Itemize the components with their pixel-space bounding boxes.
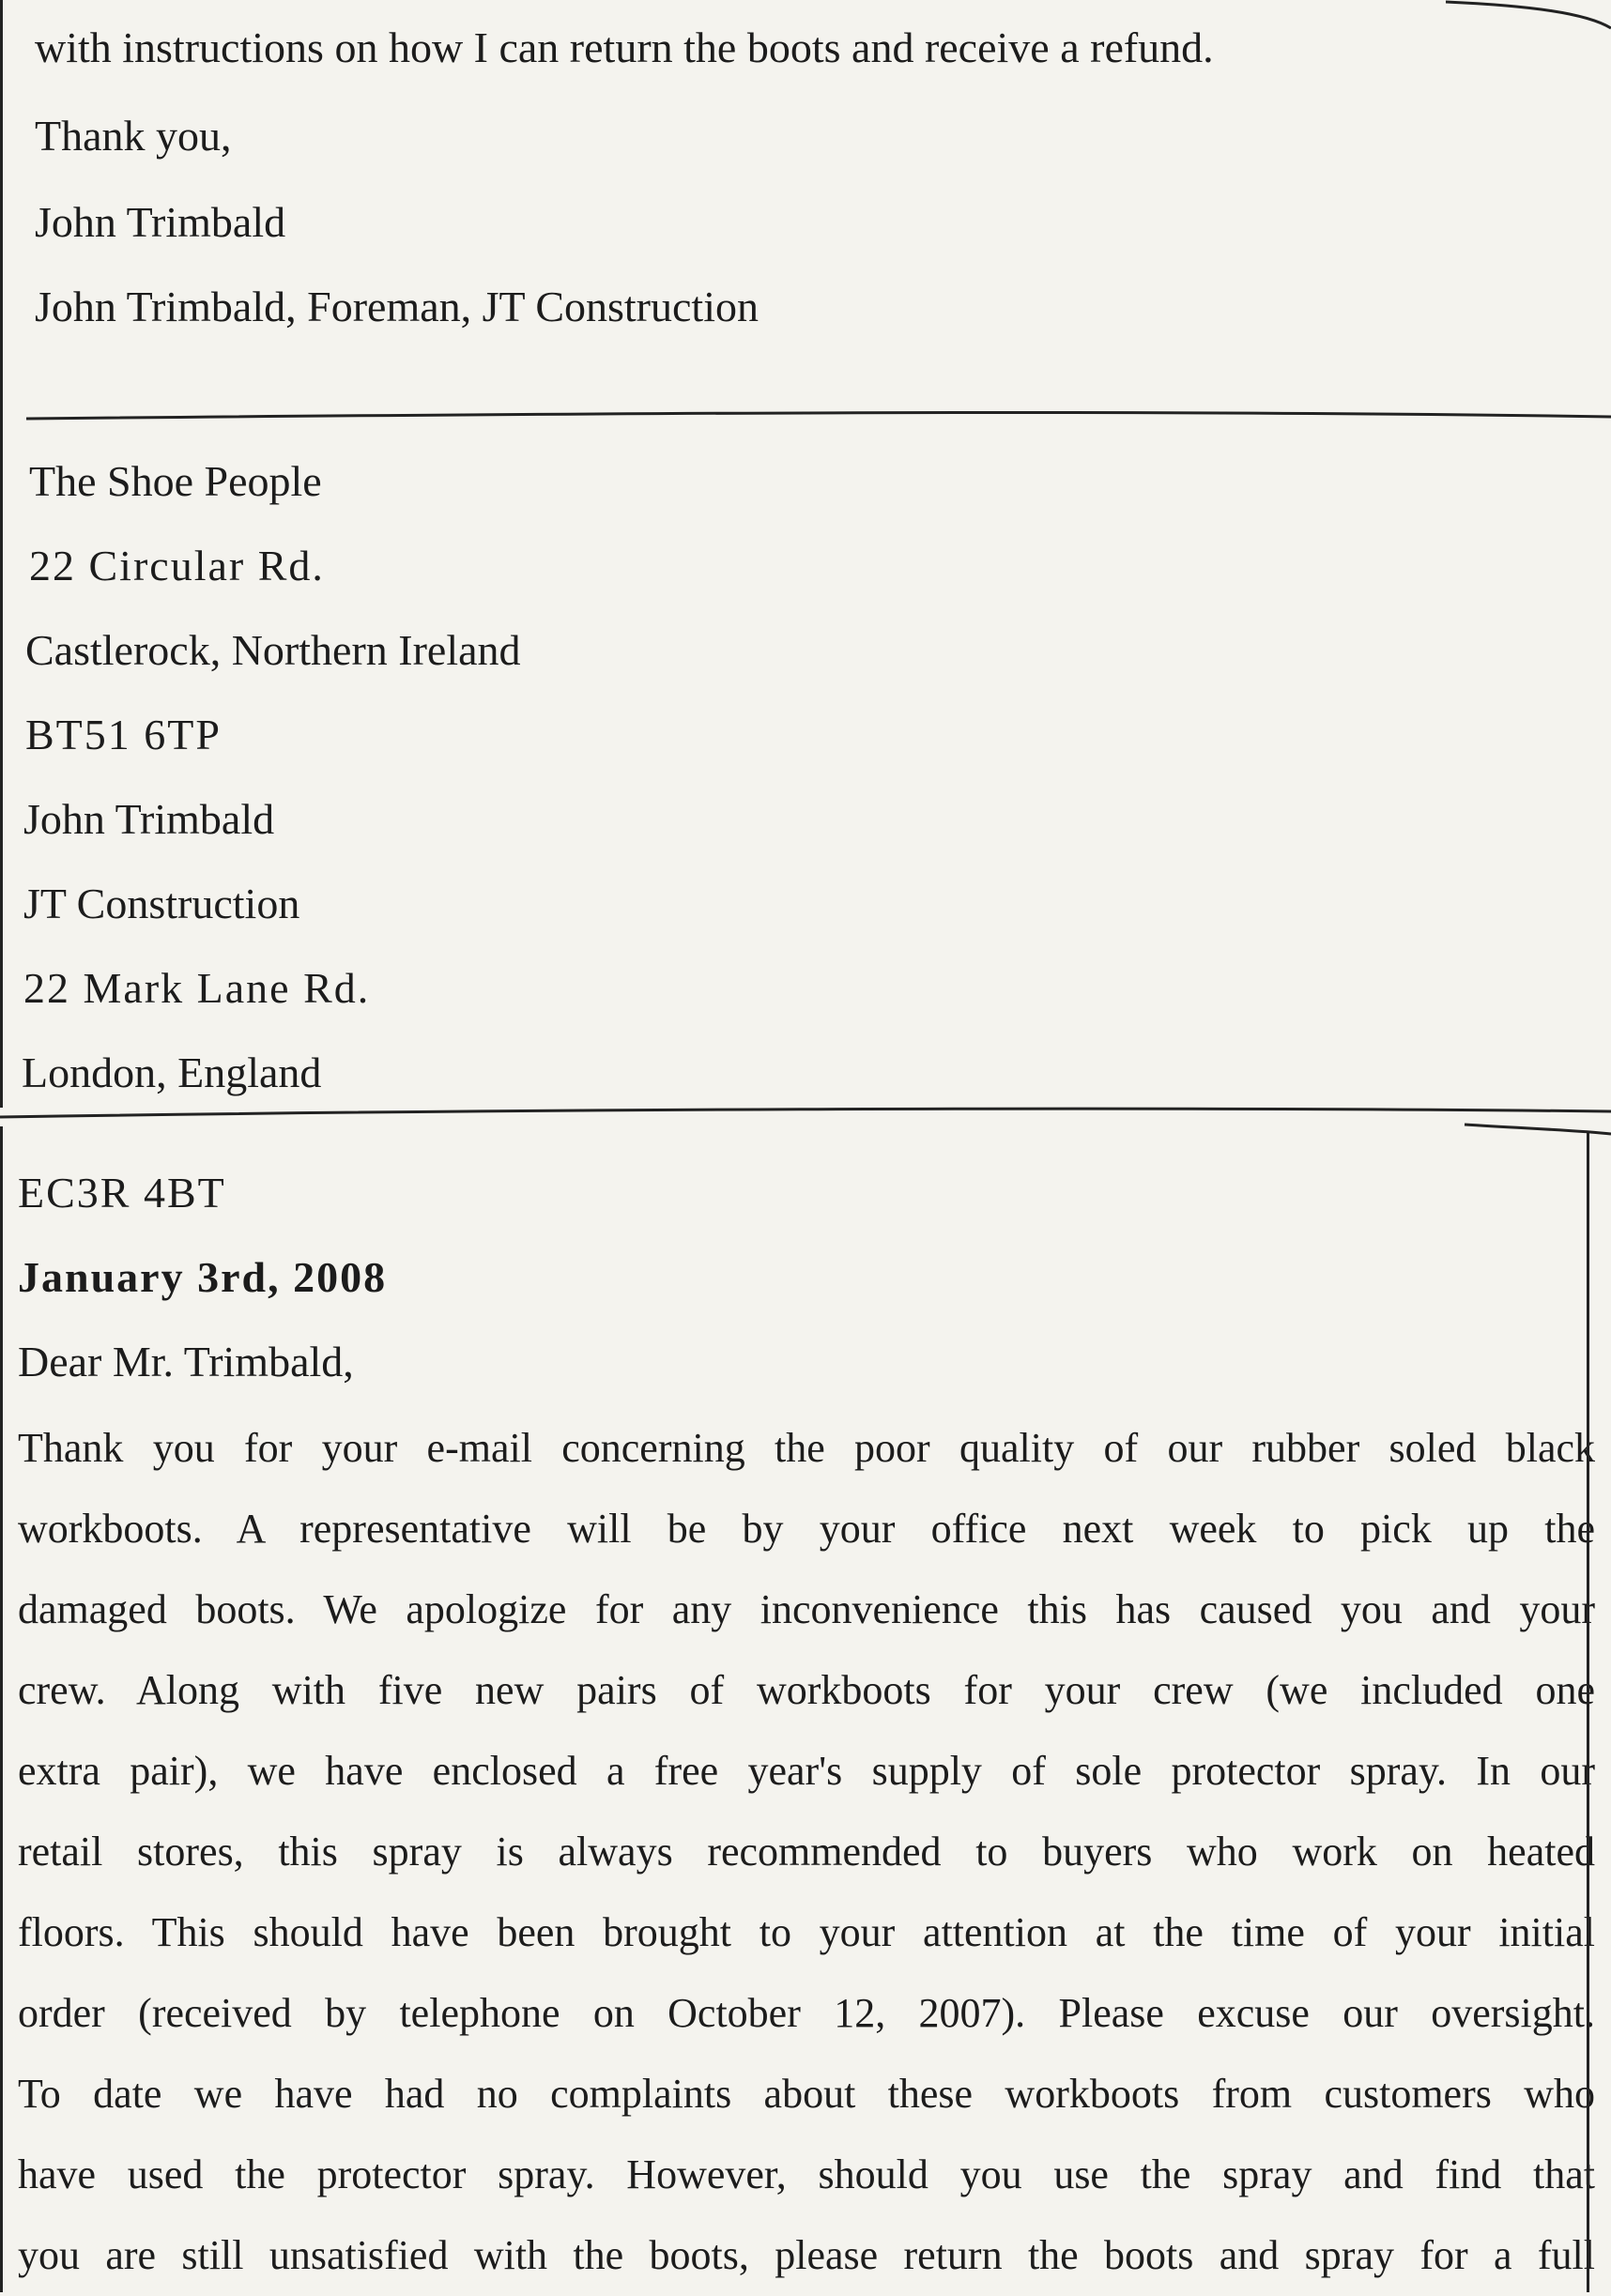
recipient-address-line: 22 Mark Lane Rd. <box>23 964 371 1012</box>
sender-postcode: BT51 6TP <box>25 711 222 758</box>
address-box <box>0 413 1611 1108</box>
sender-address-line: 22 Circular Rd. <box>29 542 325 589</box>
letter-body-line: you are still unsatisfied with the boots, please return the boots and spray for a full <box>18 2232 1595 2278</box>
recipient-postcode: EC3R 4BT <box>18 1169 226 1217</box>
sender-address-line: The Shoe People <box>29 457 322 505</box>
letter-date: January 3rd, 2008 <box>18 1253 388 1301</box>
letter-body-line: extra pair), we have enclosed a free year's supply of sole protector spray. In our <box>18 1748 1595 1794</box>
letter-body-line: floors. This should have been brought to your attention at the time of your initial <box>18 1909 1595 1955</box>
recipient-address-line: JT Construction <box>23 880 300 927</box>
letter-salutation: Dear Mr. Trimbald, <box>18 1338 354 1385</box>
letter-body-line: order (received by telephone on October 12, 2007). Please excuse our oversight. <box>18 1990 1595 2036</box>
recipient-address-line: John Trimbald <box>23 795 275 843</box>
email-sender-name: John Trimbald <box>35 198 286 246</box>
letter-body-line: have used the protector spray. However, should you use the spray and find that <box>18 2151 1595 2197</box>
letter-body-line: damaged boots. We apologize for any inconvenience this has caused you and your <box>18 1586 1595 1632</box>
email-sign-off: Thank you, <box>35 112 232 160</box>
letter-body <box>18 1408 1595 2296</box>
letter-body-line: Thank you for your e-mail concerning the poor quality of our rubber soled black <box>18 1425 1595 1471</box>
letter-body-line: To date we have had no complaints about these workboots from customers who <box>18 2071 1595 2117</box>
letter-box <box>0 1126 1611 2292</box>
recipient-address-line: London, England <box>22 1049 322 1096</box>
letter-body-line: retail stores, this spray is always recommended to buyers who work on heated <box>18 1829 1595 1875</box>
letter-body-line: workboots. A representative will be by your office next week to pick up the <box>18 1506 1595 1552</box>
email-closing-box <box>0 0 1611 413</box>
box-border-right <box>1587 1132 1589 2292</box>
sender-address-line: Castlerock, Northern Ireland <box>25 626 521 674</box>
letter-body-line: crew. Along with five new pairs of workboots for your crew (we included one <box>18 1667 1595 1713</box>
email-signature-line: John Trimbald, Foreman, JT Construction <box>35 283 759 330</box>
email-closing-line: with instructions on how I can return the boots and receive a refund. <box>35 23 1214 71</box>
